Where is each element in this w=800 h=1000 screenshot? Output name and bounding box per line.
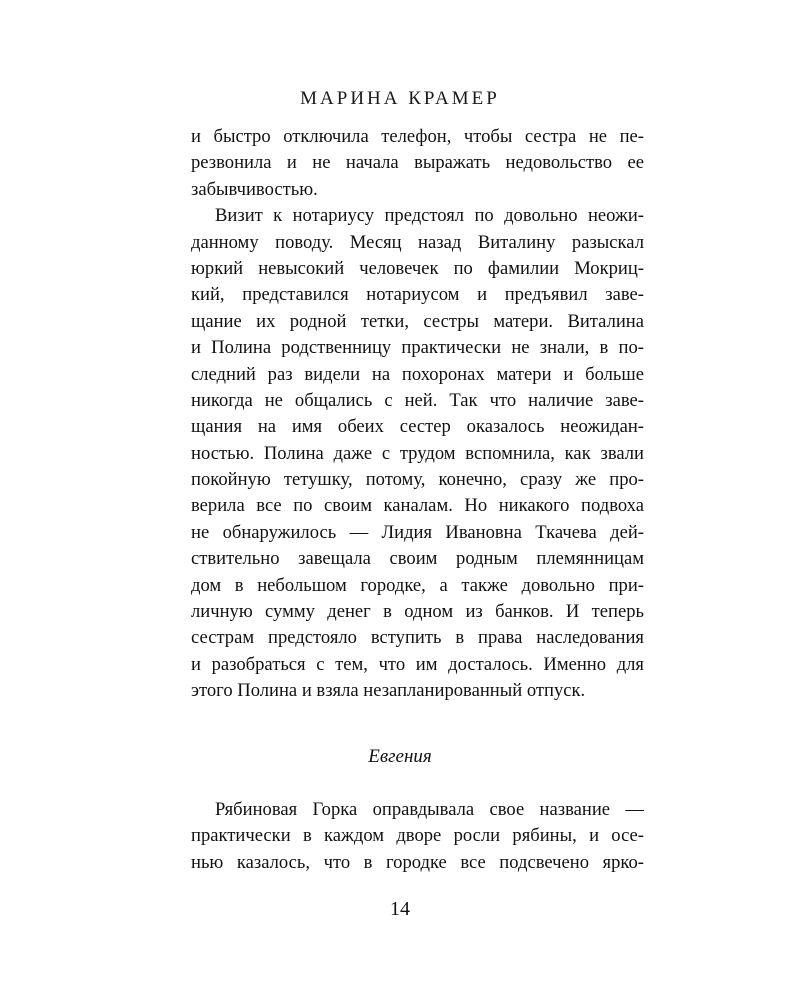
text-line: дом в небольшом городке, а также довольно при- [191,574,644,596]
text-line: щания на имя обеих сестер оказалось неожидан- [191,416,644,438]
text-line: и быстро отключила телефон, чтобы сестра не пе- [191,126,644,147]
text-line: не обнаружилось — Лидия Ивановна Ткачева дей- [191,521,644,543]
text-line: сестрам предстояло вступить в права наследования [191,627,644,649]
text-line: покойную тетушку, потому, конечно, сразу же про- [191,469,644,491]
text-line: юркий невысокий человечек по фамилии Мокриц- [191,257,644,279]
section-title: Евгения [368,746,432,767]
text-line: щание их родной тетки, сестры матери. Виталина [191,310,644,332]
text-line: верила все по своим каналам. Но никакого подвоха [191,495,644,517]
text-line: этого Полина и взяла незапланированный отпуск. [191,680,586,702]
text-line: и разобраться с тем, что им досталось. Именно для [191,653,644,675]
text-line: нью казалось, что в городке все подсвечено ярко- [191,851,644,873]
text-line: и Полина родственницу практически не знали, в по- [191,337,644,359]
text-line: кий, представился нотариусом и предъявил заве- [191,284,644,306]
text-line: Рябиновая Горка оправдывала свое название — [215,799,644,820]
text-line: следний раз видели на похоронах матери и больше [191,363,644,385]
text-line: данному поводу. Месяц назад Виталину разыскал [191,231,644,253]
paragraph-block-1 [191,124,644,705]
text-line: Визит к нотариусу предстоял по довольно неожи- [215,205,644,227]
text-line: ностью. Полина даже с трудом вспомнила, как звали [191,442,644,464]
text-line: никогда не общались с ней. Так что наличие заве- [191,389,644,411]
page-number: 14 [390,898,410,920]
text-line: ствительно завещала своим родным племянницам [191,548,644,570]
paragraph-block-2 [191,797,644,876]
text-line: личную сумму денег в одном из банков. И теперь [191,601,644,623]
text-line: забывчивостью. [191,178,318,200]
text-line: резвонила и не начала выражать недовольство ее [191,152,644,174]
text-line: практически в каждом дворе росли рябины, и осе- [191,825,644,847]
running-header: МАРИНА КРАМЕР [300,88,500,109]
